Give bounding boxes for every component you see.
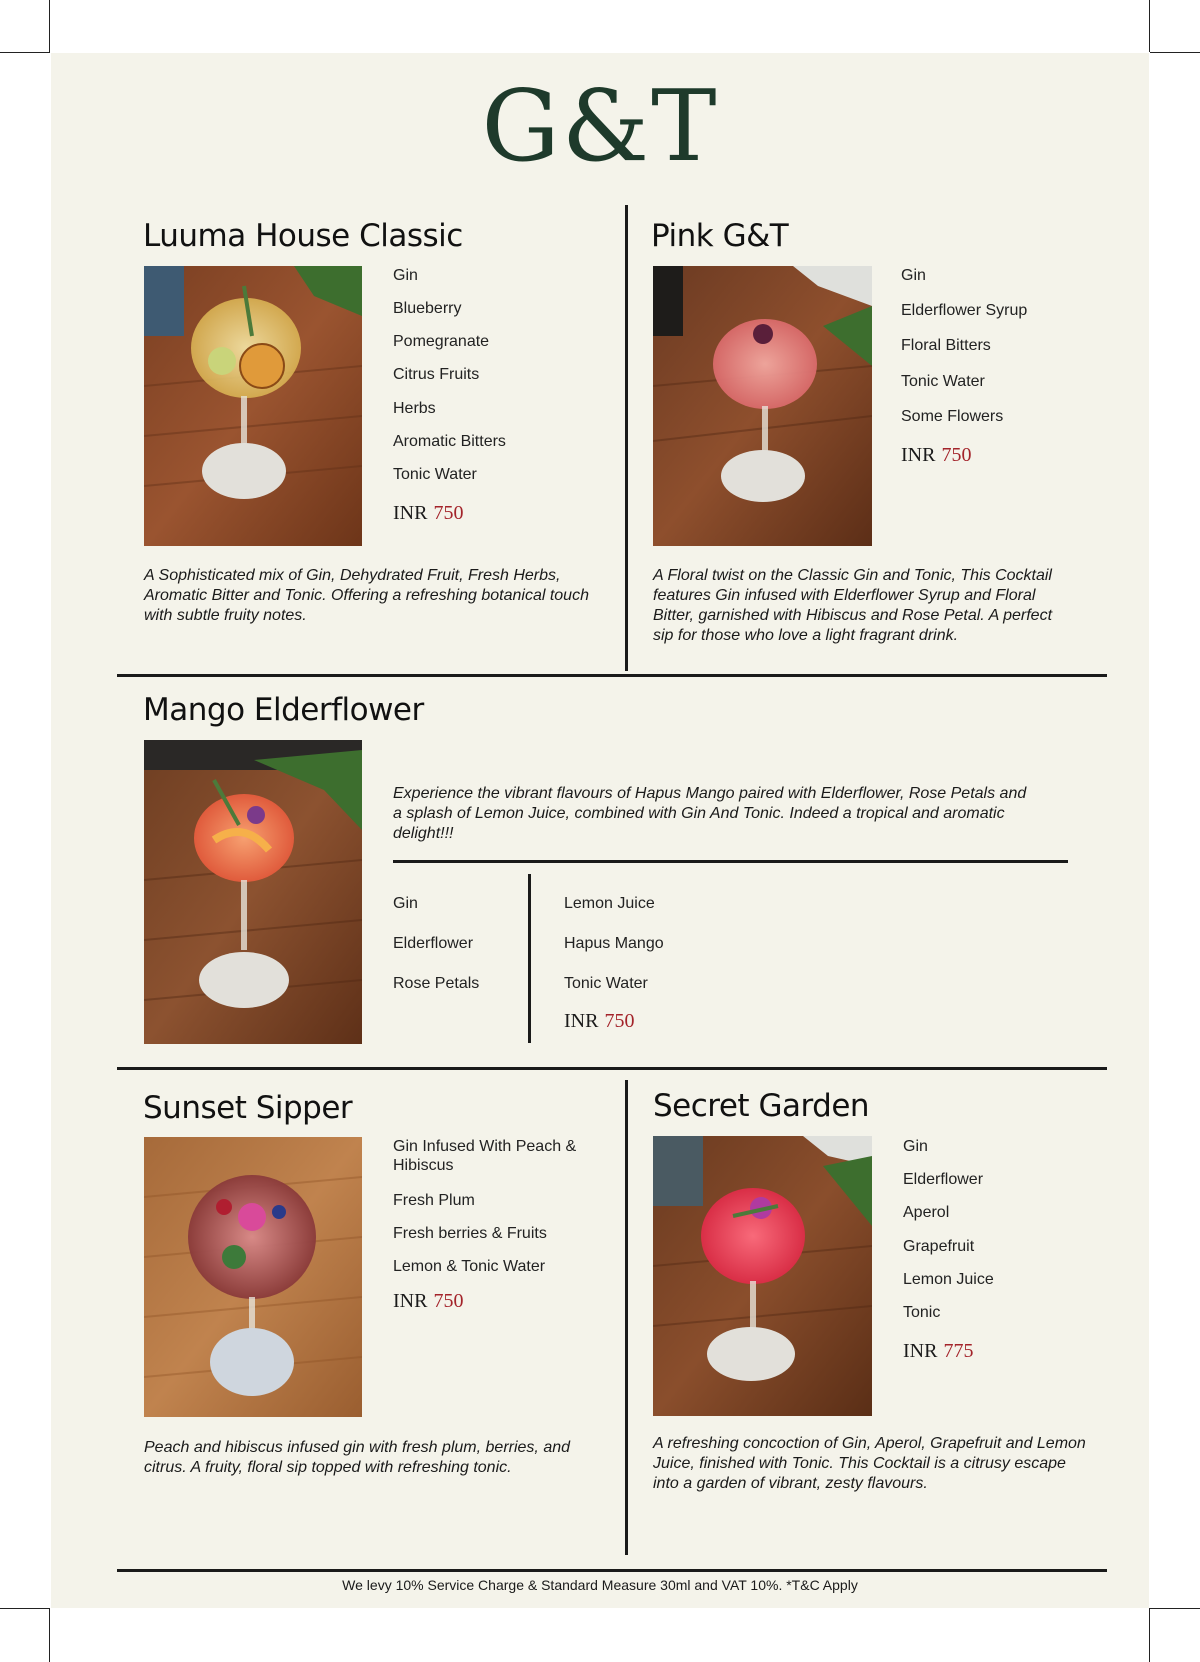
ingredient: Aromatic Bitters: [393, 433, 506, 450]
section-divider: [117, 1067, 1107, 1070]
cocktail-photo: [144, 266, 362, 546]
ingredient: Pomegranate: [393, 333, 490, 350]
crop-mark: [0, 1608, 50, 1609]
price-currency: INR: [903, 1340, 938, 1362]
ingredient: Herbs: [393, 400, 436, 417]
cocktail-description: Peach and hibiscus infused gin with fresh plum, berries, and citrus. A fruity, floral sip topped with refreshing tonic.: [144, 1439, 571, 1476]
crop-mark: [49, 0, 50, 52]
ingredient: Elderflower Syrup: [901, 302, 1028, 319]
ingredient: Rose Petals: [393, 975, 480, 992]
cocktail-photo: [144, 1137, 362, 1417]
cocktail-title: Secret Garden: [653, 1088, 870, 1124]
ingredient: Lemon Juice: [903, 1271, 994, 1288]
ingredient: Gin Infused With Peach & Hibiscus: [393, 1138, 577, 1174]
price-currency: INR: [393, 502, 428, 524]
ingredient: Lemon & Tonic Water: [393, 1258, 546, 1275]
cocktail-title: Luuma House Classic: [143, 218, 463, 254]
cocktail-title: Sunset Sipper: [143, 1090, 353, 1126]
price-amount: 775: [943, 1340, 974, 1362]
mango-divider: [393, 860, 1068, 863]
price-currency: INR: [901, 444, 936, 466]
cocktail-description: A Floral twist on the Classic Gin and Tonic, This Cocktail features Gin infused with Elderflower Syrup and Floral Bitter, garnished with Hibiscus and Rose Petal. A perfect sip for those who love a light fragrant drink.: [653, 567, 1053, 644]
ingredient: Lemon Juice: [564, 895, 655, 912]
cocktail-price: [903, 1340, 973, 1363]
column-divider: [625, 205, 628, 671]
ingredient: Fresh Plum: [393, 1192, 475, 1209]
price-amount: 750: [433, 1290, 464, 1312]
price-amount: 750: [433, 502, 464, 524]
ingredient: Citrus Fruits: [393, 366, 480, 383]
ingredient: Tonic: [903, 1304, 941, 1321]
ingredient: Tonic Water: [901, 373, 985, 390]
cocktail-description: Experience the vibrant flavours of Hapus Mango paired with Elderflower, Rose Petals and a splash of Lemon Juice, combined with Gin And Tonic. Indeed a tropical and aromatic delight!!!: [393, 785, 1027, 842]
ingredient: Gin: [901, 267, 926, 284]
ingredient: Fresh berries & Fruits: [393, 1225, 547, 1242]
price-currency: INR: [393, 1290, 428, 1312]
section-divider: [117, 674, 1107, 677]
cocktail-description: A Sophisticated mix of Gin, Dehydrated Fruit, Fresh Herbs, Aromatic Bitter and Tonic. Offering a refreshing botanical touch with subtle fruity notes.: [144, 567, 589, 624]
cocktail-title: Pink G&T: [651, 218, 789, 254]
ingredient: Tonic Water: [564, 975, 648, 992]
ingredient: Grapefruit: [903, 1238, 975, 1255]
cocktail-photo: [144, 740, 362, 1044]
column-divider: [625, 1080, 628, 1555]
footer-divider: [117, 1569, 1107, 1572]
price-currency: INR: [564, 1010, 599, 1032]
cocktail-description: A refreshing concoction of Gin, Aperol, Grapefruit and Lemon Juice, finished with Tonic. This Cocktail is a citrusy escape into a garden of vibrant, zesty flavours.: [653, 1435, 1086, 1492]
mango-ingredient-divider: [528, 874, 531, 1043]
footer-note: We levy 10% Service Charge & Standard Measure 30ml and VAT 10%. *T&C Apply: [342, 1577, 858, 1593]
crop-mark: [1149, 0, 1150, 52]
crop-mark: [1150, 52, 1200, 53]
ingredient: Gin: [393, 895, 418, 912]
cocktail-photo: [653, 266, 872, 546]
ingredient: Elderflower: [903, 1171, 984, 1188]
ingredient: Gin: [903, 1138, 928, 1155]
crop-mark: [0, 52, 50, 53]
menu-logo: G&T: [481, 70, 719, 184]
ingredient: Gin: [393, 267, 418, 284]
ingredient: Blueberry: [393, 300, 462, 317]
cocktail-price: [393, 502, 463, 525]
crop-mark: [1150, 1608, 1200, 1609]
price-amount: 750: [941, 444, 972, 466]
crop-mark: [1149, 1608, 1150, 1662]
cocktail-price: [393, 1290, 463, 1313]
cocktail-price: [901, 444, 971, 467]
cocktail-title: Mango Elderflower: [143, 692, 424, 728]
price-amount: 750: [604, 1010, 635, 1032]
ingredient: Aperol: [903, 1204, 950, 1221]
ingredient: Hapus Mango: [564, 935, 664, 952]
cocktail-photo: [653, 1136, 872, 1416]
ingredient: Floral Bitters: [901, 337, 991, 354]
ingredient: Elderflower: [393, 935, 474, 952]
cocktail-price: [564, 1010, 634, 1033]
ingredient: Tonic Water: [393, 466, 477, 483]
crop-mark: [49, 1608, 50, 1662]
ingredient: Some Flowers: [901, 408, 1004, 425]
